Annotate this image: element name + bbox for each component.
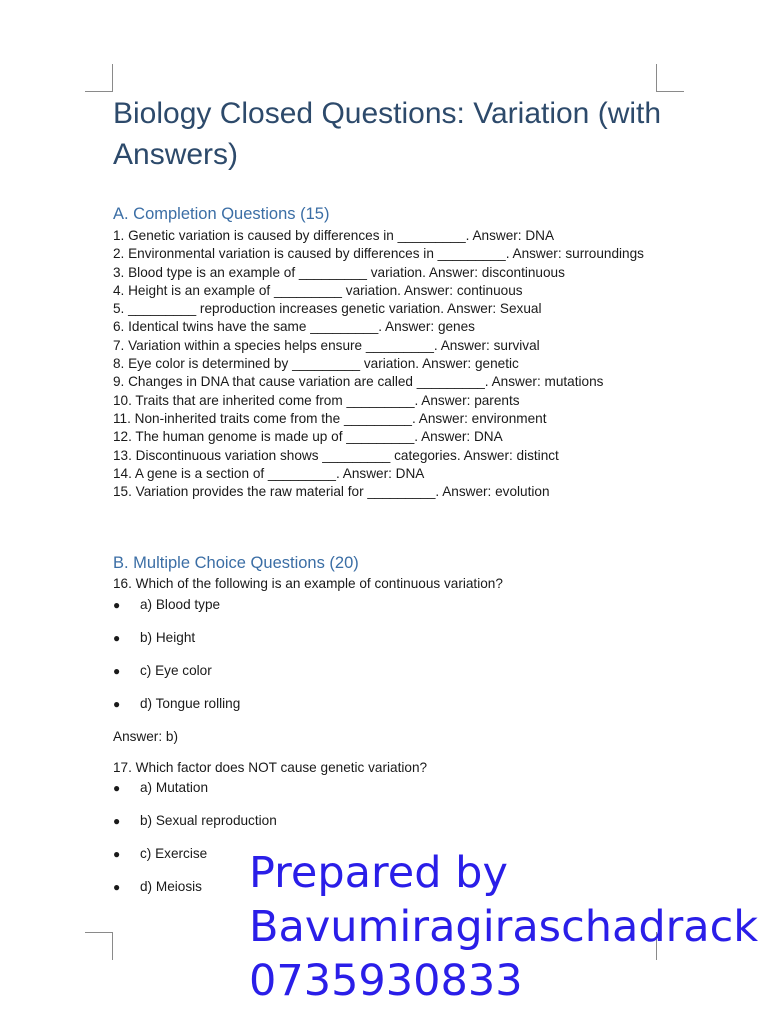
option-label: d) Tongue rolling xyxy=(140,696,241,711)
option-label: a) Mutation xyxy=(140,780,209,795)
bullet-icon: ● xyxy=(113,847,121,861)
option-label: b) Sexual reproduction xyxy=(140,813,277,828)
question-17-text: 17. Which factor does NOT cause genetic variation? xyxy=(113,760,428,775)
list-item: 14. A gene is a section of _________. Answer: DNA xyxy=(113,465,425,481)
watermark-line-phone-number: 0735930833 xyxy=(249,956,523,1006)
option-item xyxy=(113,596,240,629)
option-label: a) Blood type xyxy=(140,597,221,612)
bullet-icon: ● xyxy=(113,598,121,612)
bullet-icon: ● xyxy=(113,781,121,795)
list-item: 15. Variation provides the raw material for _________. Answer: evolution xyxy=(113,484,550,500)
option-item xyxy=(113,779,277,812)
list-item: 10. Traits that are inherited come from _________. Answer: parents xyxy=(113,392,520,408)
crop-mark-top-right-vertical xyxy=(656,64,657,92)
crop-mark-top-right-horizontal xyxy=(656,91,684,92)
option-label: b) Height xyxy=(140,630,196,645)
option-item xyxy=(113,629,240,662)
list-item: 3. Blood type is an example of _________ variation. Answer: discontinuous xyxy=(113,264,565,280)
bullet-icon: ● xyxy=(113,631,121,645)
list-item: 5. _________ reproduction increases genetic variation. Answer: Sexual xyxy=(113,301,542,317)
bullet-icon: ● xyxy=(113,880,121,894)
question-16-options xyxy=(113,596,240,728)
completion-question-list xyxy=(113,227,658,501)
list-item: 8. Eye color is determined by _________ variation. Answer: genetic xyxy=(113,356,519,372)
bullet-icon: ● xyxy=(113,664,121,678)
question-16-answer: Answer: b) xyxy=(113,729,178,744)
section-b-heading: B. Multiple Choice Questions (20) xyxy=(113,554,359,572)
list-item: 1. Genetic variation is caused by differences in _________. Answer: DNA xyxy=(113,228,555,243)
crop-mark-top-left-horizontal xyxy=(85,91,113,92)
list-item: 9. Changes in DNA that cause variation are called _________. Answer: mutations xyxy=(113,374,604,390)
crop-mark-bottom-left-vertical xyxy=(112,932,113,960)
option-label: c) Eye color xyxy=(140,663,212,678)
list-item: 4. Height is an example of _________ variation. Answer: continuous xyxy=(113,282,523,298)
author-watermark xyxy=(249,846,758,1008)
section-a-heading: A. Completion Questions (15) xyxy=(113,205,330,223)
list-item: 7. Variation within a species helps ensure _________. Answer: survival xyxy=(113,337,540,353)
option-label: d) Meiosis xyxy=(140,879,202,894)
option-item xyxy=(113,812,277,845)
crop-mark-bottom-left-horizontal xyxy=(85,932,113,933)
list-item: 2. Environmental variation is caused by differences in _________. Answer: surroundings xyxy=(113,246,644,262)
watermark-line-prepared-by: Prepared by xyxy=(249,848,508,898)
option-label: c) Exercise xyxy=(140,846,208,861)
crop-mark-top-left-vertical xyxy=(112,64,113,92)
option-item xyxy=(113,695,240,728)
page-title: Biology Closed Questions: Variation (with Answers) xyxy=(113,97,662,171)
list-item: 13. Discontinuous variation shows _________ categories. Answer: distinct xyxy=(113,447,559,463)
question-16-text: 16. Which of the following is an example of continuous variation? xyxy=(113,576,503,591)
option-item xyxy=(113,662,240,695)
bullet-icon: ● xyxy=(113,697,121,711)
list-item: 11. Non-inherited traits come from the _________. Answer: environment xyxy=(113,410,547,426)
watermark-line-author-name: Bavumiragiraschadrack xyxy=(249,902,759,952)
list-item: 12. The human genome is made up of _________. Answer: DNA xyxy=(113,429,503,445)
list-item: 6. Identical twins have the same _________. Answer: genes xyxy=(113,319,475,335)
bullet-icon: ● xyxy=(113,814,121,828)
